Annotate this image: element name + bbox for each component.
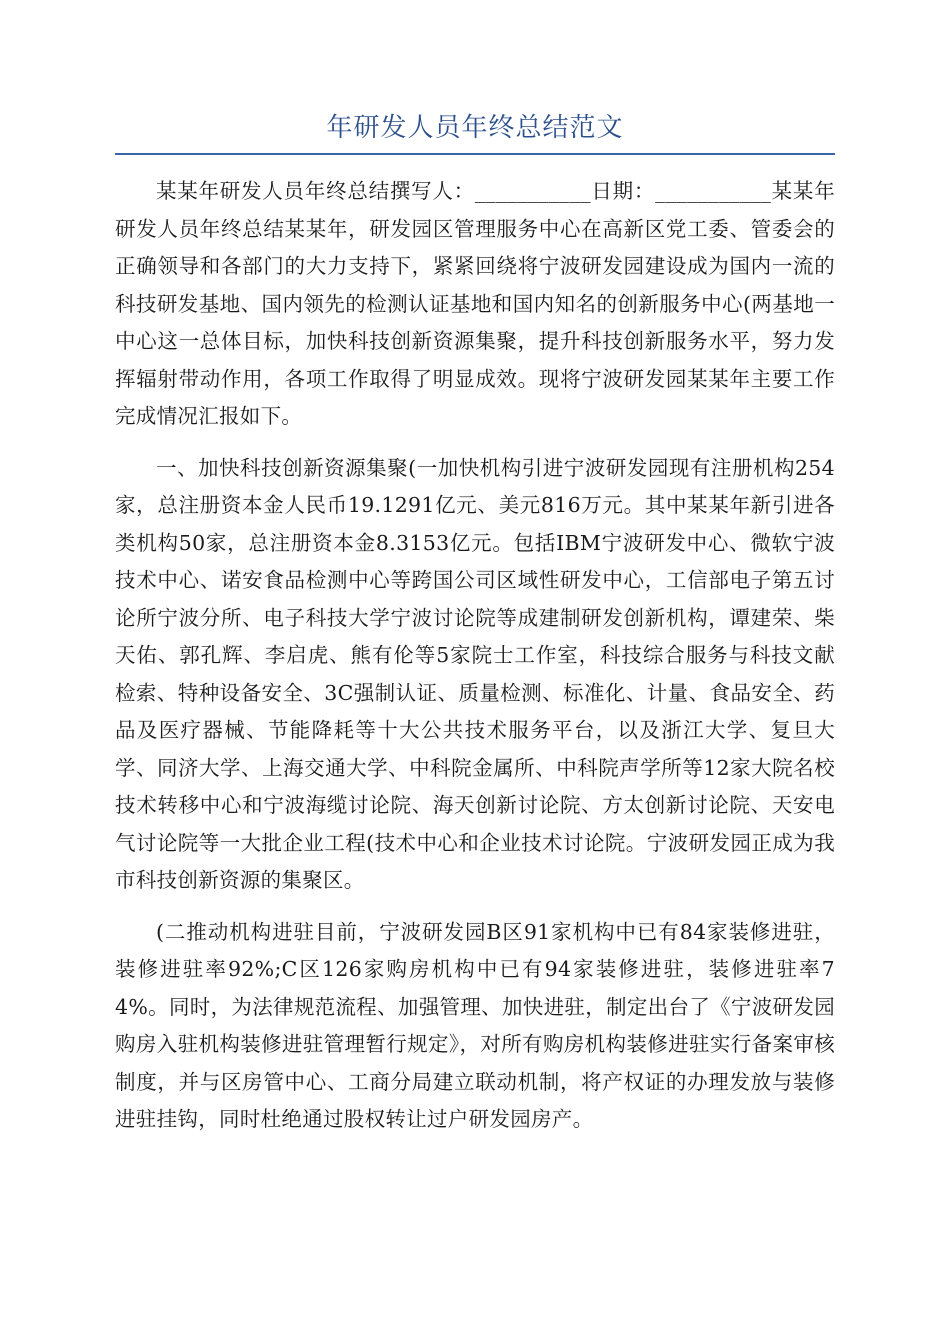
document-body (115, 173, 835, 1153)
title-underline (115, 153, 835, 155)
document-title: 年研发人员年终总结范文 (326, 113, 624, 143)
paragraph-intro: 某某年研发人员年终总结撰写人：___________日期：___________某某年研发人员年终总结某某年，研发园区管理服务中心在高新区党工委、管委会的正确领导和各部门的大力支持下，紧紧回绕将宁波研发园建设成为国内一流的科技研发基地、国内领先的检测认证基地和国内知名的创新服务中心(两基地一中心这一总体目标，加快科技创新资源集聚，提升科技创新服务水平，努力发挥辐射带动作用，各项工作取得了明显成效。现将宁波研发园某某年主要工作完成情况汇报如下。 (115, 179, 835, 428)
paragraph-section-2: (二推动机构进驻目前，宁波研发园B区91家机构中已有84家装修进驻，装修进驻率92%;C区126家购房机构中已有94家装修进驻，装修进驻率74%。同时，为法律规范流程、加强管理、加快进驻，制定出台了《宁波研发园购房入驻机构装修进驻管理暂行规定》，对所有购房机构装修进驻实行备案审核制度，并与区房管中心、工商分局建立联动机制，将产权证的办理发放与装修进驻挂钩，同时杜绝通过股权转让过户研发园房产。 (115, 919, 835, 1131)
paragraph-section-1: 一、加快科技创新资源集聚(一加快机构引进宁波研发园现有注册机构254家，总注册资本金人民币19.1291亿元、美元816万元。其中某某年新引进各类机构50家，总注册资本金8.3153亿元。包括IBM宁波研发中心、微软宁波技术中心、诺安食品检测中心等跨国公司区域性研发中心，工信部电子第五讨论所宁波分所、电子科技大学宁波讨论院等成建制研发创新机构，谭建荣、柴天佑、郭孔辉、李启虎、熊有伦等5家院士工作室，科技综合服务与科技文献检索、特种设备安全、3C强制认证、质量检测、标准化、计量、食品安全、药品及医疗器械、节能降耗等十大公共技术服务平台，以及浙江大学、复旦大学、同济大学、上海交通大学、中科院金属所、中科院声学所等12家大院名校技术转移中心和宁波海缆讨论院、海天创新讨论院、方太创新讨论院、天安电气讨论院等一大批企业工程(技术中心和企业技术讨论院。宁波研发园正成为我市科技创新资源的集聚区。 (115, 455, 835, 892)
